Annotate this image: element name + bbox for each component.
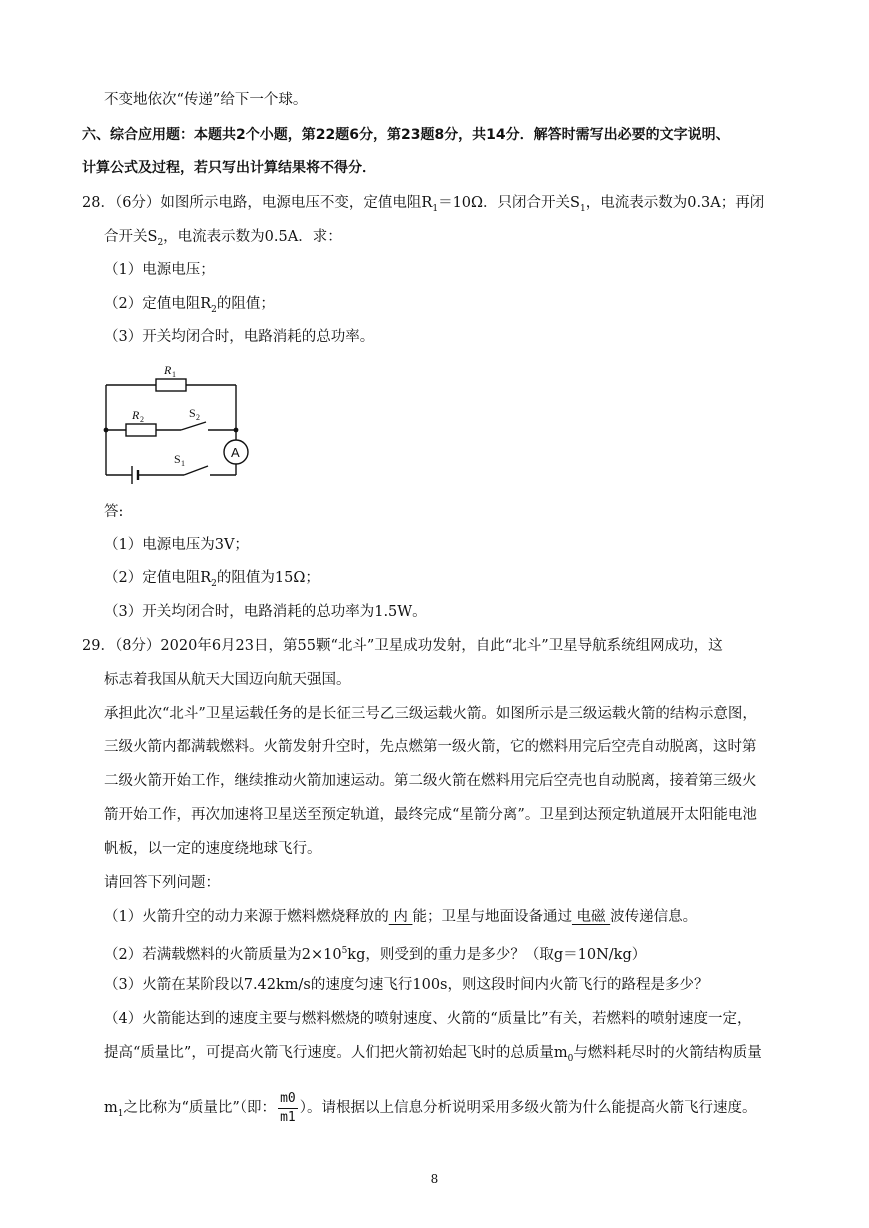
q29-line1: 29．（8分）2020年6月23日，第55颗“北斗”卫星成功发射，自此“北斗”卫星导航系统组网成功，这 (82, 638, 723, 654)
r2-sub: 2 (140, 415, 144, 424)
answer-label: 答: (104, 504, 124, 520)
s1-label: S (174, 452, 181, 466)
answer-blank-1: 内 (388, 909, 413, 925)
q28-sub3: （3）开关均闭合时，电路消耗的总功率。 (104, 329, 375, 345)
q29-para-line3: 二级火箭开始工作，继续推动火箭加速运动。第二级火箭在燃料用完后空壳也自动脱离，接着第三级火 (104, 773, 757, 789)
q28-answer1: （1）电源电压为3V； (104, 537, 249, 553)
q29-sub4-line2: 提高“质量比”，可提高火箭飞行速度。人们把火箭初始起飞时的总质量$m_0$与燃料耗尽时的火箭结构质量 (104, 1045, 762, 1064)
q29-para-line1: 承担此次“北斗”卫星运载任务的是长征三号乙三级运载火箭。如图所示是三级运载火箭的结构示意图， (104, 706, 757, 722)
s2-label: S (189, 406, 196, 420)
q28-sub2: （2）定值电阻$R_2$的阻值； (104, 296, 275, 315)
q28-answer2: （2）定值电阻$R_2$的阻值为15Ω； (104, 570, 320, 589)
section-header: 六、综合应用题：本题共2个小题，第22题6分，第23题8分，共14分．解答时需写出必要的文字说明、 (82, 127, 730, 143)
q28-sub1: （1）电源电压； (104, 262, 215, 278)
q29-para-line5: 帆板，以一定的速度绕地球飞行。 (104, 841, 322, 857)
q29-sub4-line1: （4）火箭能达到的速度主要与燃料燃烧的喷射速度、火箭的“质量比”有关，若燃料的喷射速度一定， (104, 1011, 752, 1027)
r1-label: R (164, 363, 172, 377)
q29-prompt: 请回答下列问题： (104, 875, 220, 891)
section-header-cont: 计算公式及过程，若只写出计算结果将不得分． (82, 160, 376, 176)
continued-text: 不变地依次“传递”给下一个球。 (104, 92, 308, 108)
circuit-diagram (96, 360, 256, 485)
q29-sub2: （2）若满载燃料的火箭质量为$2\times 10^5kg$，则受到的重力是多少？（取g＝10N/kg） (104, 946, 647, 963)
q28-line1: 28．（6分）如图所示电路，电源电压不变，定值电阻$R_1=10\Omega$．只闭合开关$S_1$，电流表示数为0.3A；再闭 (82, 195, 765, 214)
s1-sub: 1 (181, 459, 185, 468)
page-number: 8 (430, 1172, 439, 1186)
q29-sub4-line3: $m_1$之比称为“质量比”（即： $\frac{m0}{m1}$ ）。请根据以上信息分析说明采用多级火箭为什么能提高火箭飞行速度。 (104, 1090, 757, 1125)
q28-answer3: （3）开关均闭合时，电路消耗的总功率为1.5W。 (104, 604, 427, 620)
r2-label: R (132, 408, 140, 422)
ammeter-label: A (231, 445, 240, 460)
q28-line2: 合开关$S_2$，电流表示数为0.5A．求： (104, 229, 342, 248)
r1-sub: 1 (172, 370, 176, 379)
q29-para-line2: 三级火箭内都满载燃料。火箭发射升空时，先点燃第一级火箭，它的燃料用完后空壳自动脱离，这时第 (104, 739, 757, 755)
s2-sub: 2 (196, 413, 200, 422)
q29-line2: 标志着我国从航天大国迈向航天强国。 (104, 672, 351, 688)
q29-sub1: （1）火箭升空的动力来源于燃料燃烧释放的 内 能；卫星与地面设备通过 电磁 波传递信息。 (104, 909, 698, 925)
mass-ratio-fraction: $\frac{m0}{m1}$ (280, 1090, 296, 1125)
answer-blank-2: 电磁 (571, 909, 611, 925)
q29-sub3: （3）火箭在某阶段以7.42km/s的速度匀速飞行100s，则这段时间内火箭飞行的路程是多少？ (104, 977, 709, 993)
q29-para-line4: 箭开始工作，再次加速将卫星送至预定轨道，最终完成“星箭分离”。卫星到达预定轨道展开太阳能电池 (104, 807, 757, 823)
